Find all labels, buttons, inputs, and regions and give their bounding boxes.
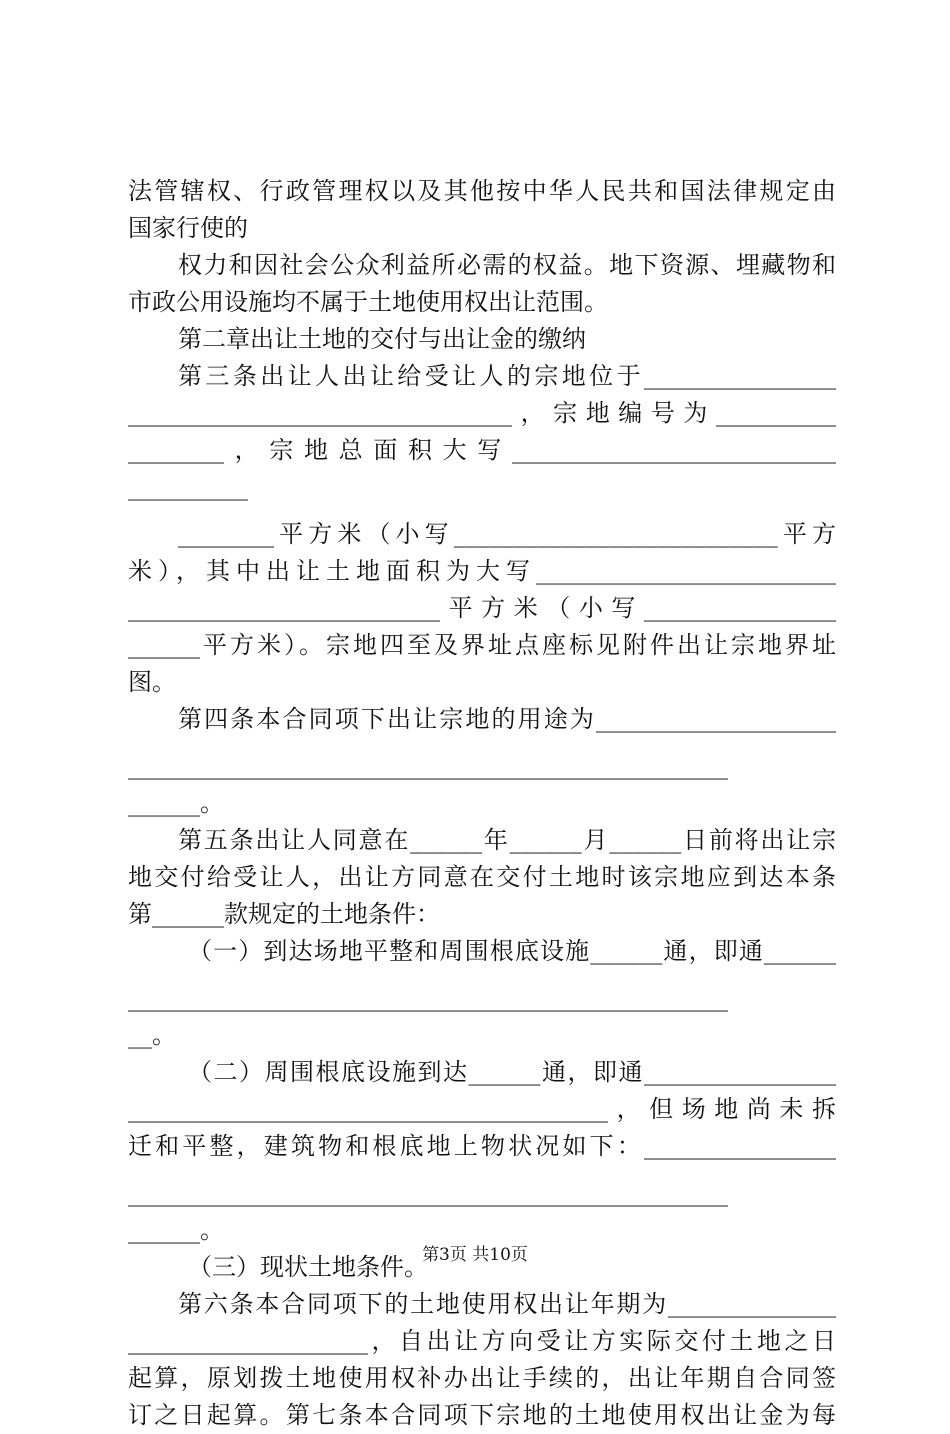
text-line: __。	[128, 1021, 176, 1049]
text-line: 起算，原划拨土地使用权补办出让手续的，出让年期自合同签	[128, 1364, 836, 1392]
text-line: __________	[128, 473, 248, 501]
text-line: __________________________平方米（小写________________	[128, 594, 836, 622]
text-line: ______。	[128, 1216, 224, 1244]
text-line: 地交付给受让人，出让方同意在交付土地时该宗地应到达本条	[128, 863, 836, 891]
text-line: __________________________________________________	[128, 984, 728, 1012]
text-line: 第______款规定的土地条件：	[128, 900, 440, 928]
text-line: 法管辖权、行政管理权以及其他按中华人民共和国法律规定由	[128, 177, 836, 205]
text-line: 国家行使的	[128, 214, 248, 242]
text-line: 米），其中出让土地面积为大写_________________________	[128, 557, 836, 585]
text-line: 图。	[128, 668, 176, 696]
text-line: ________，宗地总面积大写___________________________	[128, 436, 836, 464]
text-line: 迁和平整，建筑物和根底地上物状况如下：________________	[128, 1132, 836, 1160]
text-line: 第三条出让人出让给受让人的宗地位于________________	[178, 362, 836, 390]
text-line: ______平方米）。宗地四至及界址点座标见附件出让宗地界址	[128, 631, 836, 659]
text-line: ________________________________，宗地编号为__________	[128, 399, 836, 427]
text-line: （三）现状土地条件。	[188, 1253, 428, 1281]
page-footer: 第3页 共10页	[422, 1245, 528, 1265]
text-line: （一）到达场地平整和周围根底设施______通，即通______	[188, 937, 836, 965]
text-line: __________________________________________________	[128, 1179, 728, 1207]
chapter-heading: 第二章出让土地的交付与出让金的缴纳	[178, 325, 586, 353]
text-line: 第五条出让人同意在______年______月______日前将出让宗	[178, 826, 836, 854]
text-line: ____________________，自出让方向受让方实际交付土地之日	[128, 1327, 836, 1355]
text-line: ________________________________________，但场地尚未拆	[128, 1095, 836, 1123]
text-line: （二）周围根底设施到达______通，即通________________	[188, 1058, 836, 1086]
text-line: 市政公用设施均不属于土地使用权出让范围。	[128, 288, 608, 316]
text-line: 第六条本合同项下的土地使用权出让年期为______________	[178, 1290, 836, 1318]
text-line: 权力和因社会公众利益所必需的权益。地下资源、埋藏物和	[178, 251, 836, 279]
text-line: 订之日起算。第七条本合同项下宗地的土地使用权出让金为每	[128, 1401, 836, 1429]
text-line: 第四条本合同项下出让宗地的用途为____________________	[178, 705, 836, 733]
text-line: ______。	[128, 789, 224, 817]
text-line: ________平方米（小写___________________________平方	[178, 520, 836, 548]
text-line: __________________________________________________	[128, 752, 728, 780]
